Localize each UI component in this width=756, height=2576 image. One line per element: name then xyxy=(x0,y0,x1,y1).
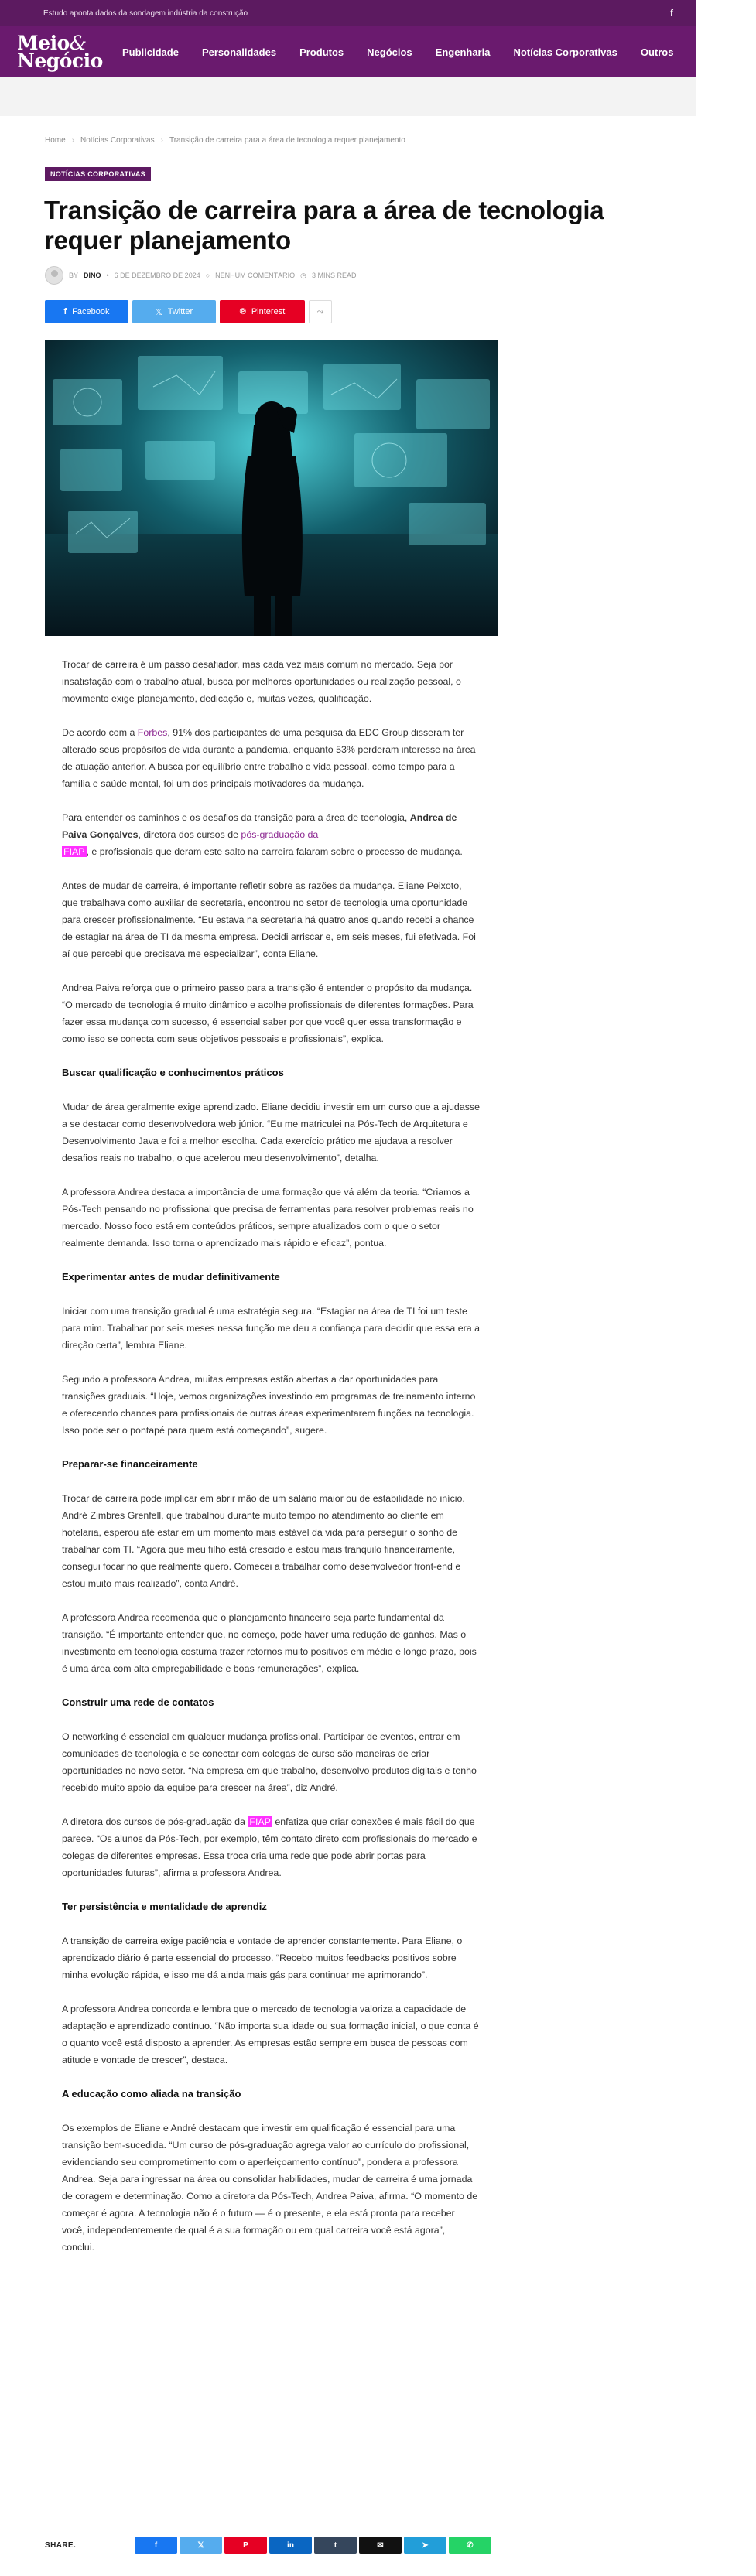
nav-item-personalidades[interactable] xyxy=(202,46,276,58)
nav-item-label: Outros xyxy=(640,46,674,58)
paragraph: A professora Andrea destaca a importância de uma formação que vá além da teoria. “Criamos a Pós-Tech pensando no profissional que precisa de ferramentas para resolver problemas reais no mercado. Nosso foco está em conteúdos práticos, sempre atualizados com o que o setor realmente demanda. Isso torna o aprendizado mais rápido e eficaz”, pontua. xyxy=(62,1187,474,1249)
share-pinterest-button[interactable] xyxy=(224,2537,267,2554)
share-more-button[interactable] xyxy=(309,300,332,323)
meta-separator: • xyxy=(106,272,109,279)
comments-count[interactable]: NENHUM COMENTÁRIO xyxy=(215,272,296,279)
share-facebook-button[interactable] xyxy=(45,300,128,323)
pos-graduacao-link[interactable]: pós-graduação da xyxy=(241,829,319,840)
nav-item-label: Últimas xyxy=(696,46,734,58)
share-linkedin-button[interactable] xyxy=(269,2537,312,2554)
paragraph: Mudar de área geralmente exige aprendizado. Eliane decidiu investir em um curso que a ajudasse a se destacar como desenvolvedora web júnior. “Eu me matriculei na Pós-Tech de Arquitetura e Desenvolvimento Java e foi a melhor escolha. Cada exercício prático me ajudava a resolver desafios reais no trabalho, o que acelerou meu desenvolvimento”, detalha. xyxy=(62,1102,480,1163)
email-icon: ✉ xyxy=(377,2540,384,2550)
facebook-icon: f xyxy=(154,2540,158,2550)
logo-line-1: Meio xyxy=(17,32,70,54)
category-badge[interactable]: NOTÍCIAS CORPORATIVAS xyxy=(45,167,151,181)
share-email-button[interactable] xyxy=(359,2537,402,2554)
nav-item-outros[interactable] xyxy=(641,46,674,58)
nav-item-label: Negócios xyxy=(367,46,412,58)
share-telegram-button[interactable] xyxy=(404,2537,446,2554)
featured-image-illustration xyxy=(45,340,498,636)
paragraph: Iniciar com uma transição gradual é uma estratégia segura. “Estagiar na área de TI foi um teste para mim. Trabalhar por seis meses nessa função me deu a confiança para decidir que essa era a direção certa”, lembra Eliane. xyxy=(62,1306,480,1351)
publish-date: 6 DE DEZEMBRO DE 2024 xyxy=(114,272,200,279)
paragraph-text: , 91% dos participantes de uma pesquisa da EDC Group disseram ter alterado seus propósitos de vida durante a pandemia, enquanto 53% perderam interesse na área de atuação anterior. A busca por equilíbrio entre trabalho e vida pessoal, como tempo para a família e saúde mental, foi um dos principais motivadores da mudança. xyxy=(62,727,476,789)
logo-line-2: Negócio xyxy=(17,50,103,72)
pinterest-icon: P xyxy=(243,2540,248,2550)
article-body xyxy=(62,656,480,2273)
share-label: SHARE. xyxy=(45,2540,77,2550)
whatsapp-icon: ✆ xyxy=(467,2540,474,2550)
twitter-icon: 𝕏 xyxy=(155,307,162,317)
paragraph: A professora Andrea concorda e lembra que o mercado de tecnologia valoriza a capacidade de adaptação e aprendizado contínuo. “Não importa sua idade ou sua formação inicial, o que conta é o quanto você está disposto a aprender. As empresas estão sempre em busca de pessoas com atitude e vontade de crescer”, destaca. xyxy=(62,2004,479,2065)
share-icon: ⤳ xyxy=(316,306,324,316)
paragraph-text: A diretora dos cursos de pós-graduação da xyxy=(62,1816,248,1827)
bold-name: Andrea de Paiva Gonçalves xyxy=(62,812,457,840)
pinterest-icon: ℗ xyxy=(239,307,246,316)
share-facebook-label: Facebook xyxy=(72,307,110,316)
x-icon: 𝕏 xyxy=(197,2540,204,2550)
author-avatar[interactable] xyxy=(45,266,63,285)
article-title: Transição de carreira para a área de tecnologia requer planejamento xyxy=(44,196,604,255)
nav-item-produtos[interactable] xyxy=(299,46,344,58)
nav-item--ltimas[interactable] xyxy=(696,46,733,58)
share-tumblr-button[interactable] xyxy=(314,2537,357,2554)
featured-image xyxy=(45,340,498,636)
share-whatsapp-button[interactable] xyxy=(449,2537,491,2554)
tumblr-icon: t xyxy=(334,2540,337,2550)
paragraph-text: enfatiza que criar conexões é mais fácil do que parece. “Os alunos da Pós-Tech, por exemplo, têm contato direto com profissionais do mercado e colegas de diferentes empresas. Essa troca cria uma rede que pode abrir portas para oportunidades futuras”, afirma a professora Andrea. xyxy=(62,1816,477,1878)
section-heading: Buscar qualificação e conhecimentos práticos xyxy=(62,1067,284,1078)
article-meta xyxy=(45,266,357,285)
author-name[interactable]: DINO xyxy=(84,272,101,279)
section-heading: Preparar-se financeiramente xyxy=(62,1458,198,1470)
share-twitter-label: Twitter xyxy=(167,307,193,316)
top-bar xyxy=(0,0,696,26)
section-heading: A educação como aliada na transição xyxy=(62,2088,241,2099)
nav-item-publicidade[interactable] xyxy=(122,46,179,58)
paragraph: Andrea Paiva reforça que o primeiro passo para a transição é entender o propósito da mudança. “O mercado de tecnologia é muito dinâmico e acolhe profissionais de diferentes formações. Para fazer essa mudança com sucesso, é essencial saber por que você quer essa transformação e como isso se conecta com seus objetivos pessoais e profissionais”, explica. xyxy=(62,982,474,1044)
breadcrumb xyxy=(45,136,405,145)
facebook-icon: f xyxy=(63,307,67,316)
share-x-button[interactable] xyxy=(180,2537,222,2554)
share-bottom-buttons xyxy=(135,2537,491,2554)
logo-ampersand: & xyxy=(69,32,87,54)
share-facebook-button[interactable] xyxy=(135,2537,177,2554)
paragraph: O networking é essencial em qualquer mudança profissional. Participar de eventos, entrar em comunidades de tecnologia e se conectar com colegas de curso são maneiras de criar oportunidades no novo setor. “Na empresa em que trabalho, desenvolvo produtos digitais e tenho recebido muito apoio da equipe para crescer na área”, diz André. xyxy=(62,1731,477,1793)
paragraph: Os exemplos de Eliane e André destacam que investir em qualificação é essencial para uma transição bem-sucedida. “Um curso de pós-graduação agrega valor ao currículo do profissional, evidenciando seu comprometimento com o aperfeiçoamento contínuo”, pondera a professora Andrea. Seja para ingressar na área ou consolidar habilidades, mudar de carreira é uma jornada de coragem e determinação. Como a diretora da Pós-Tech, Andrea Paiva, afirma. “O momento de começar é agora. A tecnologia não é o futuro — é o presente, e ela está pronta para receber você, independentemente de qual é a sua formação ou em qual carreira você está agora”, conclui. xyxy=(62,2123,478,2253)
fiap-highlight[interactable]: FIAP xyxy=(63,846,85,857)
breadcrumb-current: Transição de carreira para a área de tecnologia requer planejamento xyxy=(169,136,405,145)
fiap-highlight[interactable]: FIAP xyxy=(249,1816,271,1827)
comment-icon: ○ xyxy=(205,272,210,279)
byline-by: BY xyxy=(69,272,79,279)
breadcrumb-category[interactable]: Notícias Corporativas xyxy=(80,136,155,145)
section-heading: Construir uma rede de contatos xyxy=(62,1696,214,1708)
clock-icon: ◷ xyxy=(300,271,307,279)
share-bottom xyxy=(45,2537,501,2554)
telegram-icon: ➤ xyxy=(422,2540,429,2550)
paragraph xyxy=(62,1813,480,1881)
forbes-link[interactable]: Forbes xyxy=(137,727,168,738)
site-logo[interactable] xyxy=(17,34,101,70)
nav-item-neg-cios[interactable] xyxy=(367,46,412,58)
paragraph xyxy=(62,809,480,860)
section-heading: Experimentar antes de mudar definitivamente xyxy=(62,1271,280,1283)
main-navigation xyxy=(0,26,734,77)
nav-item-engenharia[interactable] xyxy=(436,46,491,58)
facebook-icon[interactable]: f xyxy=(670,8,673,19)
ad-space xyxy=(0,77,696,116)
paragraph xyxy=(62,724,480,792)
paragraph: Trocar de carreira é um passo desafiador, mas cada vez mais comum no mercado. Seja por insatisfação com o trabalho atual, busca por melhores oportunidades ou realização pessoal, o movimento exige planejamento, dedicação e, muitas vezes, qualificação. xyxy=(62,659,461,704)
breadcrumb-separator: › xyxy=(71,136,75,145)
share-top xyxy=(45,300,332,323)
nav-menu xyxy=(122,46,756,58)
nav-item-label: Notícias Corporativas xyxy=(513,46,617,58)
paragraph: A transição de carreira exige paciência e vontade de aprender constantemente. Para Eliane, o aprendizado diário é parte essencial do processo. “Recebo muitos feedbacks positivos sobre minha evolução rápida, e isso me dá ainda mais gás para continuar me aprimorando”. xyxy=(62,1935,463,1980)
nav-item-label: Publicidade xyxy=(122,46,179,58)
share-twitter-button[interactable] xyxy=(132,300,216,323)
linkedin-icon: in xyxy=(287,2540,294,2550)
share-pinterest-label: Pinterest xyxy=(251,307,286,316)
section-heading: Ter persistência e mentalidade de aprendiz xyxy=(62,1901,267,1912)
paragraph: Trocar de carreira pode implicar em abrir mão de um salário maior ou de estabilidade no início. André Zimbres Grenfell, que trabalhou durante muito tempo no atendimento ao cliente em hotelaria, esperou até estar em um momento mais estável da vida para perseguir o sonho de trabalhar com TI. “Agora que meu filho está crescido e estou mais tranquilo financeiramente, consegui focar no que realmente quero. Comecei a trabalhar como desenvolvedor front-end e estou muito mais realizado”, conta André. xyxy=(62,1493,465,1589)
paragraph: A professora Andrea recomenda que o planejamento financeiro seja parte fundamental da transição. “É importante entender que, no começo, pode haver uma redução de ganhos. Mas o investimento em tecnologia costuma trazer retornos muito positivos em médio e longo prazo, pois é uma área com alta empregabilidade e boas remunerações”, explica. xyxy=(62,1612,477,1674)
share-pinterest-button[interactable] xyxy=(220,300,305,323)
paragraph: Segundo a professora Andrea, muitas empresas estão abertas a dar oportunidades para transições graduais. “Hoje, vemos organizações investindo em programas de treinamento interno e oferecendo chances para profissionais de outras áreas experimentarem funções na tecnologia. Isso pode ser o pontapé para quem está começando”, sugere. xyxy=(62,1374,476,1436)
paragraph-text: De acordo com a xyxy=(62,727,138,738)
nav-item-label: Produtos xyxy=(299,46,344,58)
paragraph-text: , diretora dos cursos de xyxy=(138,829,241,840)
news-ticker[interactable]: Estudo aponta dados da sondagem indústria da construção xyxy=(43,9,248,18)
paragraph-text: Para entender os caminhos e os desafios da transição para a área de tecnologia, xyxy=(62,812,410,823)
breadcrumb-separator: › xyxy=(160,136,163,145)
paragraph: Antes de mudar de carreira, é importante refletir sobre as razões da mudança. Eliane Peixoto, que trabalhava como auxiliar de secretaria, encontrou no setor de tecnologia uma oportunidade para crescer profissionalmente. “Eu estava na secretaria há quatro anos quando recebi a chance de estagiar na área de TI da mesma empresa. Decidi arriscar e, em seis meses, fui efetivada. Foi aí que percebi que precisava me especializar”, conta Eliane. xyxy=(62,880,476,959)
read-time: 3 MINS READ xyxy=(312,272,357,279)
nav-item-not-cias-corporativas[interactable] xyxy=(513,46,617,58)
nav-item-label: Personalidades xyxy=(201,46,277,58)
nav-item-label: Engenharia xyxy=(435,46,491,58)
paragraph-text: , e profissionais que deram este salto na carreira falaram sobre o processo de mudança. xyxy=(86,846,463,857)
breadcrumb-home[interactable]: Home xyxy=(45,136,66,145)
